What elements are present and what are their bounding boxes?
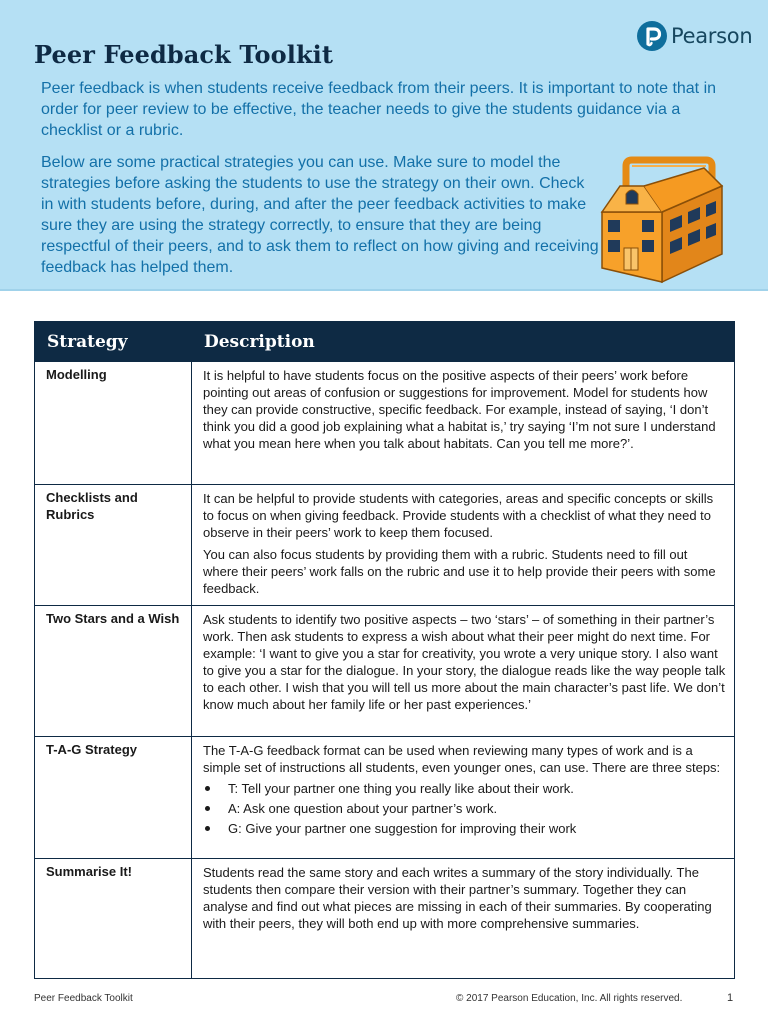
page-title: Peer Feedback Toolkit	[34, 40, 334, 69]
description-paragraph: It is helpful to have students focus on the positive aspects of their peers’ work before pointing out areas of confusion or suggestions for improvement. Model for students how they can provide constructive, specific feedback. For example, instead of saying, ‘I don’t think you did a good job explaining what a habitat is,’ try saying ‘I’m not sure I understand what you mean here when you talk about habitats. Can you tell me more?’.	[203, 368, 716, 451]
strategy-name: Two Stars and a Wish	[35, 606, 192, 737]
strategy-name: T-A-G Strategy	[35, 737, 192, 859]
strategy-description	[192, 859, 735, 979]
description-paragraph: Ask students to identify two positive aspects – two ‘stars’ – of something in their partner’s work. Then ask students to express a wish about what their peer might do next time. For example: ‘I want to give you a star for creativity, you wrote a very unique story. I also want to give you a star for the dialogue. In your story, the dialogue reads like the way people talk to each other. I wish that you will tell us more about the main character’s past life. We don’t know much about her family life or her past experiences.’	[203, 612, 726, 712]
footer-title: Peer Feedback Toolkit	[34, 993, 133, 1004]
strategy-description	[192, 606, 735, 737]
pearson-logo-icon	[637, 21, 667, 51]
strategy-description	[192, 737, 735, 859]
toolbox-schoolhouse-illustration	[598, 156, 728, 284]
list-item: A: Ask one question about your partner’s work.	[203, 800, 726, 817]
table-row	[35, 485, 735, 606]
column-header-strategy: Strategy	[35, 322, 192, 362]
header-banner	[0, 0, 768, 291]
brand-name: Pearson	[671, 24, 753, 48]
table-header-row	[35, 322, 735, 362]
list-item: G: Give your partner one suggestion for improving their work	[203, 820, 726, 837]
strategy-description	[192, 485, 735, 606]
step-list	[203, 780, 726, 837]
list-item: T: Tell your partner one thing you really like about their work.	[203, 780, 726, 797]
strategy-name: Summarise It!	[35, 859, 192, 979]
strategy-description	[192, 362, 735, 485]
intro-paragraph-1: Peer feedback is when students receive feedback from their peers. It is important to note that in order for peer review to be effective, the teacher needs to give the students guidance via a checklist or a rubric.	[41, 80, 717, 139]
table-row	[35, 737, 735, 859]
pearson-logo	[637, 21, 752, 51]
column-header-description: Description	[192, 322, 735, 362]
description-paragraph: It can be helpful to provide students with categories, areas and specific concepts or skills to focus on when giving feedback. Provide students with a checklist of what they need to observe in their peers’ work to keep them focused.	[203, 491, 714, 540]
table-row	[35, 362, 735, 485]
table-row	[35, 606, 735, 737]
description-paragraph: Students read the same story and each writes a summary of the story individually. The students then compare their version with their partner’s summary. Together they can analyse and find out what pieces are missing in each of their summaries. By cooperating with their peers, they will both end up with more comprehensive summaries.	[203, 865, 712, 931]
intro-paragraph-2: Below are some practical strategies you can use. Make sure to model the strategies before asking the students to use the strategy on their own. Check in with students before, during, and after the peer feedback activities to make sure they are using the strategy correctly, to ensure that they are being respectful of their peers, and to ask them to reflect on how giving and receiving feedback has helped them.	[41, 154, 599, 276]
table-row	[35, 859, 735, 979]
footer-copyright: © 2017 Pearson Education, Inc. All rights reserved.	[456, 993, 683, 1004]
page-number: 1	[727, 992, 734, 1004]
strategy-name: Modelling	[35, 362, 192, 485]
description-paragraph: The T-A-G feedback format can be used when reviewing many types of work and is a simple set of instructions all students, even younger ones, can use. There are three steps:	[203, 743, 721, 775]
description-paragraph: You can also focus students by providing them with a rubric. Students need to fill out where their peers’ work falls on the rubric and use it to help provide their peers with some feedback.	[203, 547, 716, 596]
strategies-table	[34, 321, 735, 979]
strategy-name: Checklists and Rubrics	[35, 485, 192, 606]
